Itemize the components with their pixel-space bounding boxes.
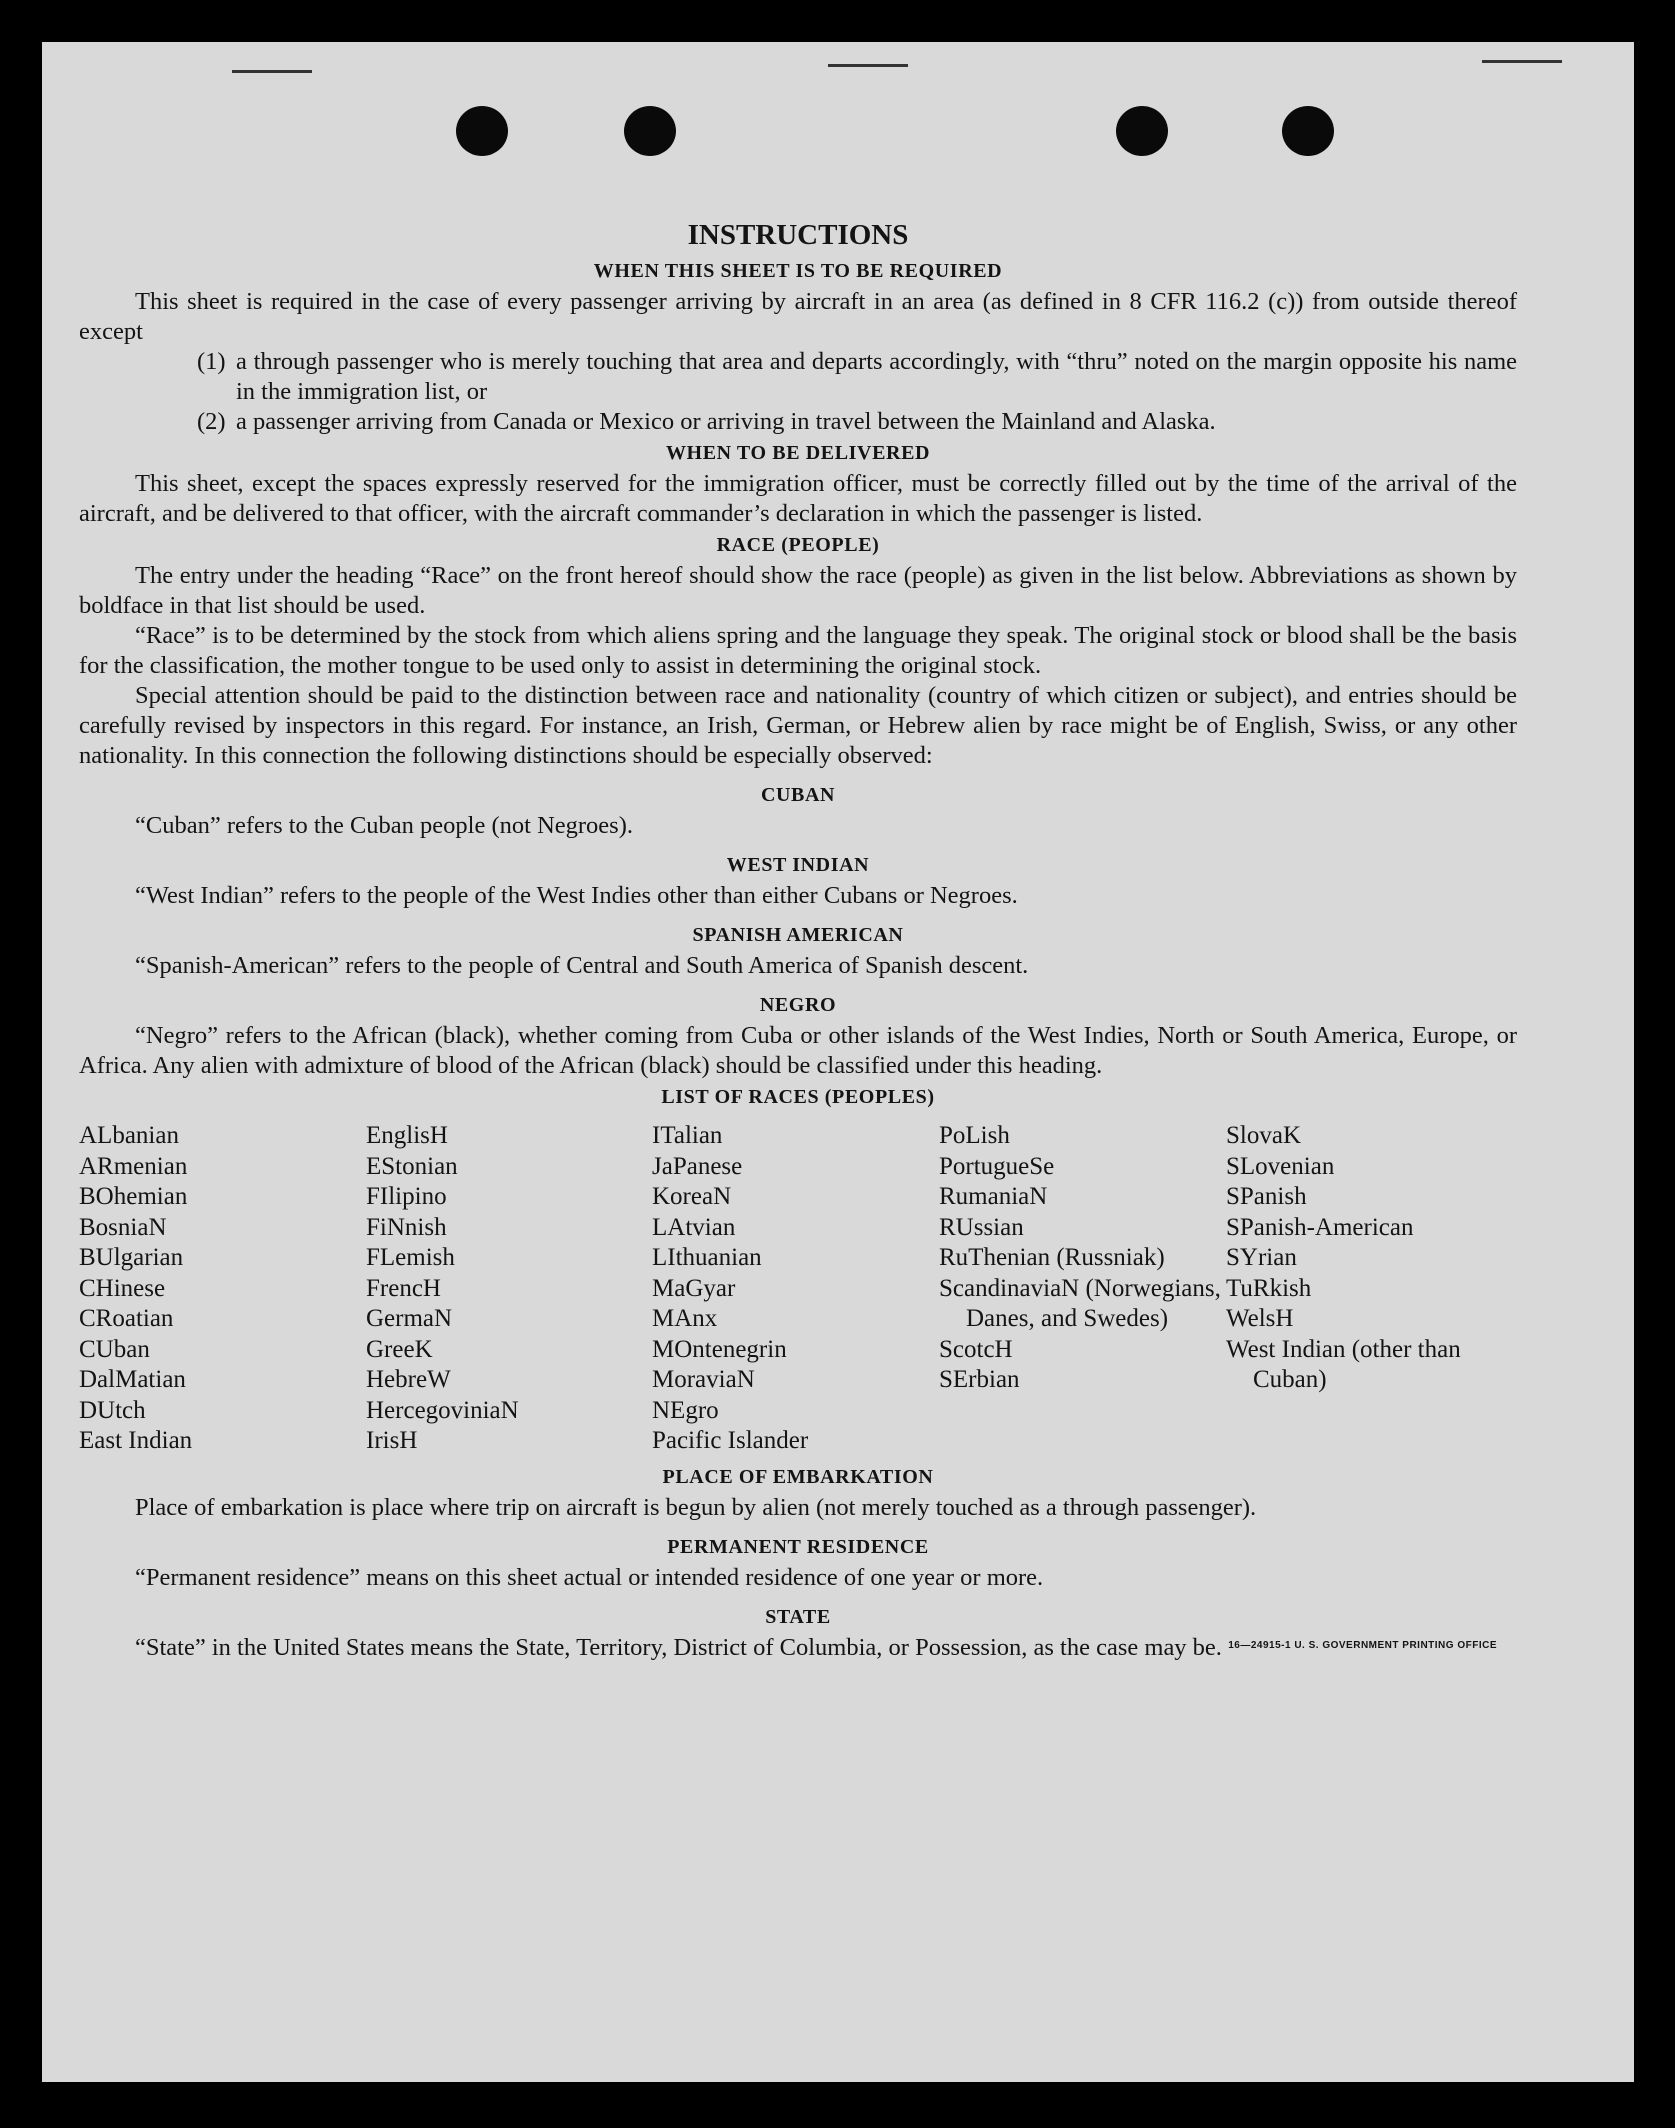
west-indian-text: “West Indian” refers to the people of the West Indies other than either Cubans or Negroes. <box>135 882 1018 909</box>
race-paragraph: Special attention should be paid to the distinction between race and nationality (country of which citizen or subject), and entries should be carefully revised by inspectors in this regard. For instance, an Irish, German, or Hebrew alien by race might be of English, Swiss, or any other nationality. In this connection the following distinctions should be especially observed: <box>79 682 1517 769</box>
state-block <box>79 1633 1517 1663</box>
heading-permanent-residence: PERMANENT RESIDENCE <box>667 1535 929 1558</box>
item-number: (2) <box>197 408 226 435</box>
heading-cuban: CUBAN <box>760 784 836 806</box>
margin-mark <box>828 64 908 67</box>
heading-when-required: WHEN THIS SHEET IS TO BE REQUIRED <box>593 260 1003 282</box>
race-entry: GermaN <box>366 1305 453 1332</box>
races-list <box>79 1121 1517 1457</box>
race-entry: CRoatian <box>79 1305 174 1332</box>
race-entry: ScotcH <box>939 1335 1013 1363</box>
races-column <box>366 1121 652 1457</box>
race-entry: IrisH <box>366 1427 418 1454</box>
race-entry: FiNnish <box>366 1213 447 1241</box>
race-entry: MAnx <box>652 1305 718 1332</box>
list-item <box>197 347 1517 407</box>
race-entry: BUlgarian <box>79 1244 184 1271</box>
race-entry: West Indian (other than Cuban) <box>1226 1335 1461 1393</box>
list-item <box>197 407 1517 437</box>
races-column <box>939 1121 1226 1457</box>
race-entry: LAtvian <box>652 1213 736 1241</box>
race-entry: CUban <box>79 1335 150 1363</box>
item-text: a through passenger who is merely touching that area and departs accordingly, with “thru” noted on the margin opposite his name in the immigration list, or <box>236 348 1517 405</box>
race-entry: BOhemian <box>79 1183 188 1210</box>
punch-hole <box>1116 106 1168 156</box>
printing-office-code: 16—24915-1 U. S. GOVERNMENT PRINTING OFFICE <box>1228 1639 1497 1651</box>
race-entry: RUssian <box>939 1213 1024 1241</box>
race-entry: PortugueSe <box>939 1152 1055 1180</box>
race-entry: NEgro <box>652 1396 719 1424</box>
race-entry: Pacific Islander <box>652 1427 809 1454</box>
race-entry: SPanish-American <box>1226 1213 1414 1241</box>
race-entry: FIlipino <box>366 1183 447 1210</box>
race-entry: BosniaN <box>79 1213 167 1241</box>
race-entry: SPanish <box>1226 1183 1307 1210</box>
race-entry: HercegoviniaN <box>366 1396 519 1424</box>
heading-race: RACE (PEOPLE) <box>716 534 880 556</box>
punch-hole <box>624 106 676 156</box>
race-entry: ALbanian <box>79 1122 179 1149</box>
heading-races-list: LIST OF RACES (PEOPLES) <box>661 1086 935 1108</box>
race-entry: East Indian <box>79 1427 193 1454</box>
race-entry: JaPanese <box>652 1152 743 1180</box>
race-entry: LIthuanian <box>652 1244 762 1271</box>
race-entry: FLemish <box>366 1244 455 1271</box>
heading-spanish-american: SPANISH AMERICAN <box>692 924 904 946</box>
race-entry: ARmenian <box>79 1152 188 1180</box>
race-entry: DUtch <box>79 1396 146 1424</box>
item-number: (1) <box>197 348 226 375</box>
race-entry: MOntenegrin <box>652 1335 787 1363</box>
when-delivered-text: This sheet, except the spaces expressly reserved for the immigration officer, must be correctly filled out by the time of the arrival of the aircraft, and be delivered to that officer, with the aircraft commander’s declaration in which the passenger is listed. <box>79 470 1517 527</box>
race-entry: KoreaN <box>652 1183 732 1210</box>
punch-hole <box>456 106 508 156</box>
race-entry: RumaniaN <box>939 1183 1048 1210</box>
negro-text: “Negro” refers to the African (black), whether coming from Cuba or other islands of the West Indies, North or South America, Europe, or Africa. Any alien with admixture of blood of the African (black) should be classified under this heading. <box>79 1022 1517 1079</box>
race-entry: HebreW <box>366 1366 451 1393</box>
race-entry: FrencH <box>366 1274 441 1302</box>
exception-list <box>197 347 1517 437</box>
margin-mark <box>1482 60 1562 63</box>
item-text: a passenger arriving from Canada or Mexico or arriving in travel between the Mainland and Alaska. <box>236 408 1216 435</box>
race-entry: GreeK <box>366 1335 433 1363</box>
document-page <box>42 42 1634 2082</box>
cuban-text: “Cuban” refers to the Cuban people (not Negroes). <box>135 812 633 839</box>
race-entry: SlovaK <box>1226 1122 1301 1149</box>
heading-negro: NEGRO <box>759 994 837 1016</box>
heading-when-delivered: WHEN TO BE DELIVERED <box>665 442 931 464</box>
heading-embarkation: PLACE OF EMBARKATION <box>662 1465 934 1488</box>
race-entry: SLovenian <box>1226 1152 1335 1180</box>
spanish-american-text: “Spanish-American” refers to the people of Central and South America of Spanish descent. <box>135 952 1029 979</box>
race-entry: CHinese <box>79 1274 166 1302</box>
race-entry: TuRkish <box>1226 1274 1312 1302</box>
race-entry: EStonian <box>366 1152 458 1180</box>
instructions-body <box>79 178 1517 1663</box>
race-paragraph: The entry under the heading “Race” on the front hereof should show the race (people) as given in the list below. Abbreviations as shown by boldface in that list should be used. <box>79 562 1517 619</box>
race-entry: ScandinaviaN (Norwegians, Danes, and Swedes) <box>939 1274 1221 1332</box>
race-entry: MaGyar <box>652 1274 736 1302</box>
race-entry: EnglisH <box>366 1122 448 1149</box>
race-paragraph: “Race” is to be determined by the stock from which aliens spring and the language they speak. The original stock or blood shall be the basis for the classification, the mother tongue to be used only to assist in determining the original stock. <box>79 622 1517 679</box>
race-entry: SYrian <box>1226 1244 1297 1271</box>
race-entry: ITalian <box>652 1122 723 1149</box>
race-entry: WelsH <box>1226 1305 1294 1332</box>
races-column <box>652 1121 939 1457</box>
heading-state: STATE <box>765 1605 831 1628</box>
race-entry: SErbian <box>939 1366 1020 1393</box>
permanent-residence-text: “Permanent residence” means on this sheet actual or intended residence of one year or more. <box>135 1563 1044 1591</box>
margin-mark <box>232 70 312 73</box>
embarkation-text: Place of embarkation is place where trip on aircraft is begun by alien (not merely touched as a through passenger). <box>135 1493 1257 1521</box>
race-entry: RuThenian (Russniak) <box>939 1244 1165 1271</box>
race-entry: MoraviaN <box>652 1366 755 1393</box>
race-entry: DalMatian <box>79 1366 186 1393</box>
race-entry: PoLish <box>939 1122 1010 1149</box>
races-column <box>79 1121 366 1457</box>
when-required-text: This sheet is required in the case of every passenger arriving by aircraft in an area (as defined in 8 CFR 116.2 (c)) from outside thereof except <box>79 288 1517 345</box>
punch-hole <box>1282 106 1334 156</box>
heading-west-indian: WEST INDIAN <box>726 854 870 876</box>
races-column <box>1226 1121 1517 1457</box>
page-title: INSTRUCTIONS <box>687 219 909 251</box>
state-text: “State” in the United States means the State, Territory, District of Columbia, or Possession, as the case may be. <box>135 1633 1222 1661</box>
